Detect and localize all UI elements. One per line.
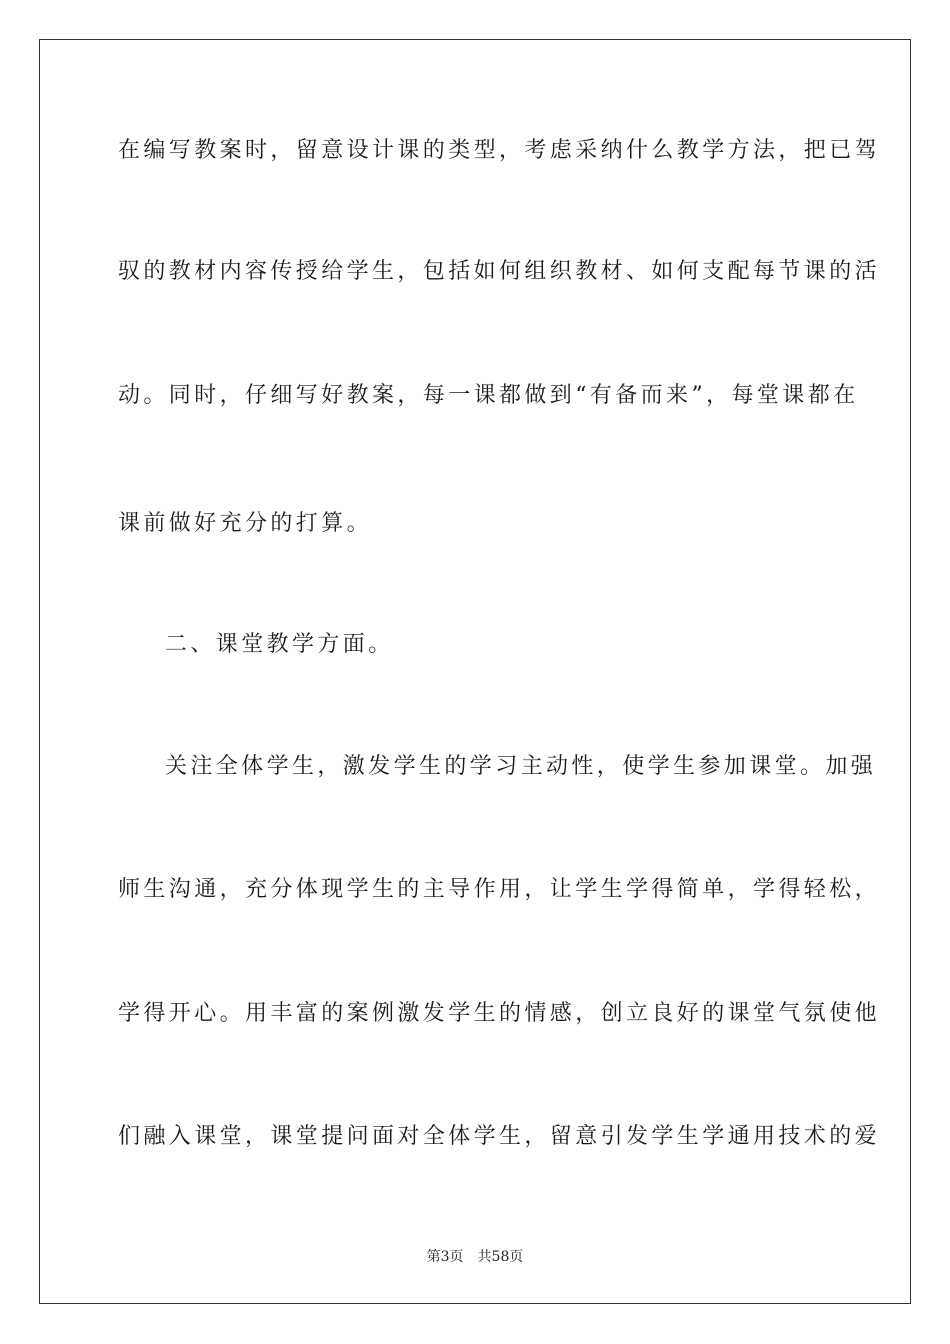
- page-footer: [0, 1248, 950, 1266]
- page-border: [39, 39, 911, 1304]
- section-heading: 二、课堂教学方面。: [165, 632, 394, 657]
- text-line-2: 驭的教材内容传授给学生，包括如何组织教材、如何支配每节课的活: [118, 259, 881, 284]
- text-line-3: 动。同时，仔细写好教案，每一课都做到“有备而来”，每堂课都在: [118, 383, 859, 408]
- text-line-1: 在编写教案时，留意设计课的类型，考虑采纳什么教学方法，把已驾: [118, 138, 881, 163]
- text-line-7: 师生沟通，充分体现学生的主导作用，让学生学得简单，学得轻松，: [118, 877, 881, 902]
- text-line-6: 关注全体学生，激发学生的学习主动性，使学生参加课堂。加强: [165, 754, 877, 779]
- text-line-8: 学得开心。用丰富的案例激发学生的情感，创立良好的课堂气氛使他: [118, 1001, 881, 1026]
- text-line-9: 们融入课堂，课堂提问面对全体学生，留意引发学生学通用技术的爱: [118, 1124, 881, 1149]
- text-line-4: 课前做好充分的打算。: [118, 511, 373, 536]
- page-total: 共58页: [477, 1249, 524, 1265]
- page-number: 第3页: [426, 1249, 464, 1265]
